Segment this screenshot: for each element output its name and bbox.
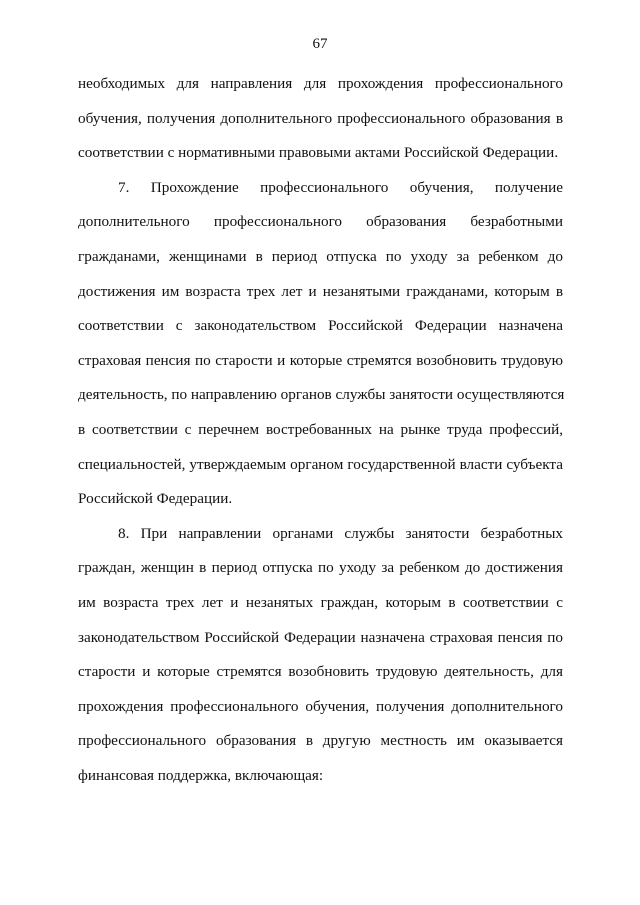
text-line: прохождения профессионального обучения, получения дополнительного: [78, 697, 563, 715]
text-line: гражданами, женщинами в период отпуска по уходу за ребенком до: [78, 247, 563, 265]
text-line: законодательством Российской Федерации назначена страховая пенсия по: [78, 628, 563, 646]
text-line: дополнительного профессионального образования безработными: [78, 213, 563, 231]
page-number: 67: [312, 36, 328, 52]
text-line: необходимых для направления для прохождения профессионального: [78, 75, 563, 92]
text-line: страховая пенсия по старости и которые стремятся возобновить трудовую: [78, 351, 563, 369]
text-line: профессионального образования в другую местность им оказывается: [78, 732, 563, 750]
text-line: 8. При направлении органами службы занятости безработных: [118, 524, 563, 542]
text-line: соответствии с нормативными правовыми актами Российской Федерации.: [78, 144, 559, 162]
document-body: [78, 67, 563, 793]
text-line: в соответствии с перечнем востребованных на рынке труда профессий,: [78, 420, 563, 438]
paragraph: [78, 67, 563, 171]
text-line: граждан, женщин в период отпуска по уходу за ребенком до достижения: [78, 559, 563, 577]
paragraph: [78, 517, 563, 794]
text-line: обучения, получения дополнительного профессионального образования в: [78, 109, 563, 127]
text-line: достижения им возраста трех лет и незанятыми гражданами, которым в: [78, 282, 563, 300]
text-line: специальностей, утверждаемым органом государственной власти субъекта: [78, 455, 563, 473]
text-line: соответствии с законодательством Российской Федерации назначена: [78, 317, 563, 335]
paragraph: [78, 171, 563, 517]
text-line: им возраста трех лет и незанятых граждан, которым в соответствии с: [78, 593, 563, 611]
text-line: Российской Федерации.: [78, 490, 233, 508]
text-line: старости и которые стремятся возобновить трудовую деятельность, для: [78, 663, 563, 681]
text-line: 7. Прохождение профессионального обучения, получение: [118, 178, 563, 196]
text-line: деятельность, по направлению органов службы занятости осуществляются: [78, 386, 565, 404]
text-line: финансовая поддержка, включающая:: [78, 766, 324, 784]
